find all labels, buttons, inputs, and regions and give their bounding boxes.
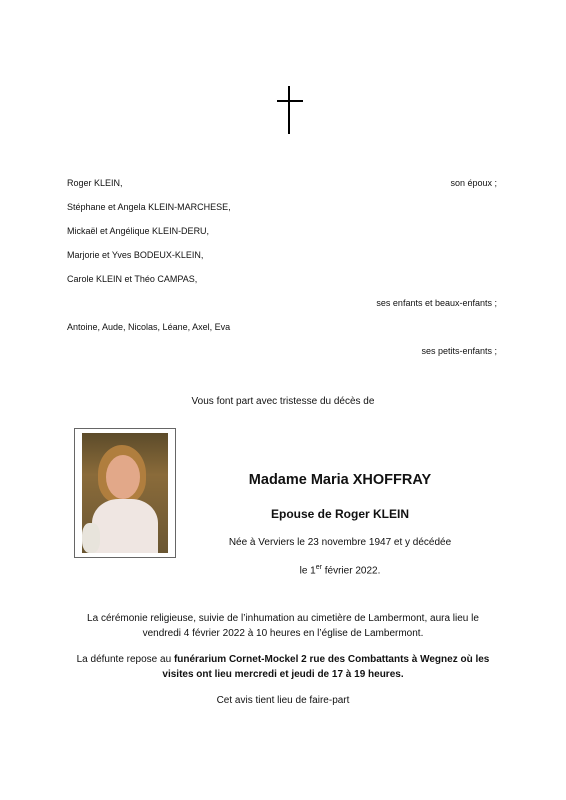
- grandchildren-role: ses petits-enfants ;: [421, 346, 497, 356]
- ceremony-line1: La cérémonie religieuse, suivie de l’inhumation au cimetière de Lambermont, aura lieu le: [87, 613, 479, 624]
- death-date: le 1er février 2022.: [299, 564, 381, 577]
- children-role: ses enfants et beaux-enfants ;: [376, 298, 497, 308]
- portrait-photo: [74, 428, 176, 558]
- child-entry: Marjorie et Yves BODEUX-KLEIN,: [67, 250, 204, 260]
- child-entry: Carole KLEIN et Théo CAMPAS,: [67, 274, 198, 284]
- repose-line2: visites ont lieu mercredi et jeudi de 17 à 19 heures.: [162, 669, 404, 680]
- repose-line1: La défunte repose au funérarium Cornet-Mockel 2 rue des Combattants à Wegnez où les: [76, 654, 490, 665]
- deceased-name: Madame Maria XHOFFRAY: [248, 472, 432, 488]
- husband-role: son époux ;: [450, 178, 497, 188]
- deceased-spouse: Epouse de Roger KLEIN: [270, 507, 410, 521]
- grandchildren-names: Antoine, Aude, Nicolas, Léane, Axel, Eva: [67, 322, 231, 332]
- closing-note: Cet avis tient lieu de faire-part: [216, 695, 350, 706]
- child-entry: Mickaël et Angélique KLEIN-DERU,: [67, 226, 210, 236]
- announcement: Vous font part avec tristesse du décès de: [191, 396, 375, 407]
- husband-row: [67, 178, 497, 189]
- husband-name: Roger KLEIN,: [67, 178, 123, 188]
- ceremony-line2: vendredi 4 février 2022 à 10 heures en l’église de Lambermont.: [142, 628, 424, 639]
- birth-death: Née à Verviers le 23 novembre 1947 et y décédée: [228, 537, 452, 548]
- child-entry: Stéphane et Angela KLEIN-MARCHESE,: [67, 202, 231, 212]
